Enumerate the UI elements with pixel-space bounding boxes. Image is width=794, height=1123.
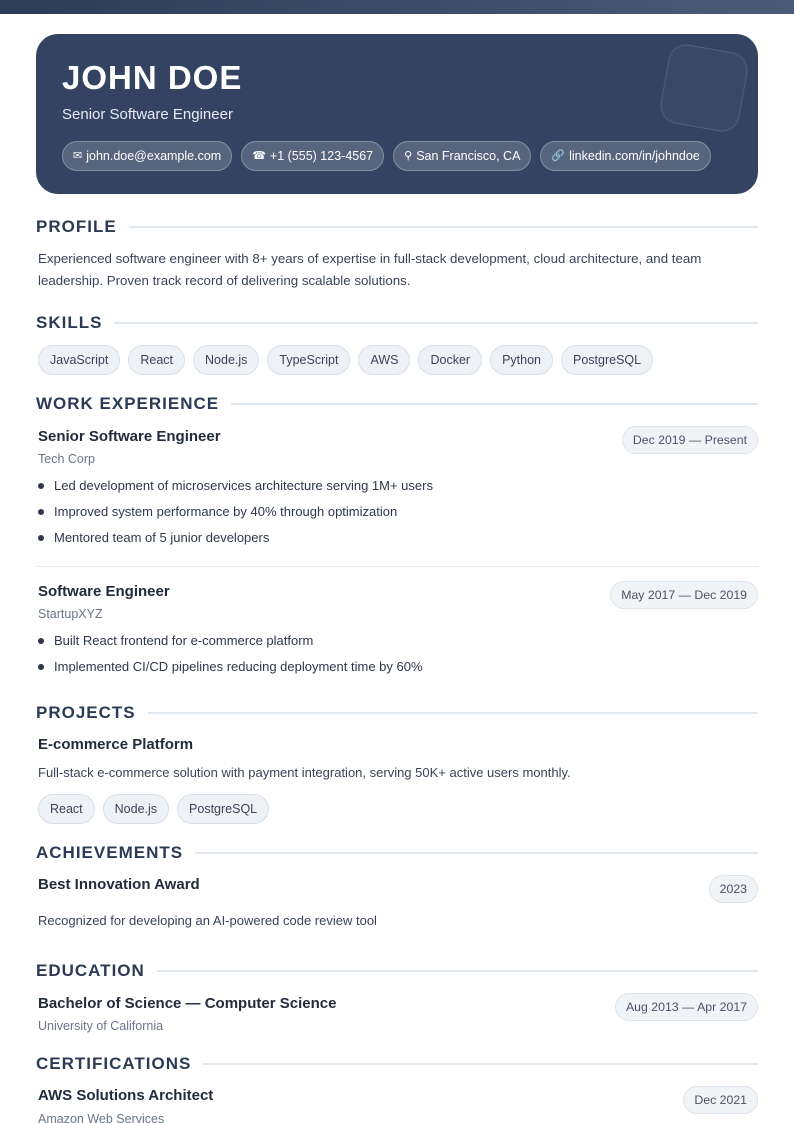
bullet-text: Implemented CI/CD pipelines reducing deployment time by 60% <box>54 659 423 674</box>
bullet-text: Mentored team of 5 junior developers <box>54 530 270 545</box>
contact-phone[interactable] <box>241 141 384 171</box>
decorative-square-icon <box>658 42 751 135</box>
job-bullet <box>38 478 433 494</box>
skill-tag: JavaScript <box>38 345 120 375</box>
job-bullet <box>38 530 269 546</box>
project-name: E-commerce Platform <box>38 736 194 753</box>
bullet-dot-icon <box>38 509 44 515</box>
tech-tag: PostgreSQL <box>177 794 269 824</box>
phone-icon: ☎ <box>252 149 266 162</box>
candidate-title: Senior Software Engineer <box>62 106 233 123</box>
tech-tag: Node.js <box>103 794 169 824</box>
education-heading: EDUCATION <box>36 961 145 980</box>
school-name: University of California <box>38 1019 164 1033</box>
section-heading <box>36 217 758 237</box>
bullet-dot-icon <box>38 535 44 541</box>
job-bullet <box>38 504 397 520</box>
tech-tag: React <box>38 794 95 824</box>
projects-heading: PROJECTS <box>36 703 136 722</box>
bullet-dot-icon <box>38 664 44 670</box>
job-company: StartupXYZ <box>38 607 103 621</box>
job-title: Senior Software Engineer <box>38 428 221 445</box>
education-section <box>36 961 758 1036</box>
resume-header <box>36 34 758 194</box>
heading-rule <box>203 1063 758 1065</box>
section-heading <box>36 843 758 863</box>
heading-rule <box>195 852 758 854</box>
contact-linkedin[interactable] <box>540 141 710 171</box>
section-heading <box>36 961 758 981</box>
contact-linkedin-text: linkedin.com/in/johndoe <box>569 149 700 163</box>
profile-text: Experienced software engineer with 8+ years of expertise in full-stack development, cloud architecture, and team leadership. Proven track record of delivering scalable solutions. <box>38 251 702 288</box>
heading-rule <box>129 226 758 228</box>
achievement-title: Best Innovation Award <box>38 876 200 893</box>
contact-email-text: john.doe@example.com <box>86 149 222 163</box>
job-title: Software Engineer <box>38 583 170 600</box>
education-dates: Aug 2013 — Apr 2017 <box>615 993 758 1021</box>
skill-tag: TypeScript <box>267 345 350 375</box>
contact-phone-text: +1 (555) 123-4567 <box>269 149 374 163</box>
certifications-heading: CERTIFICATIONS <box>36 1054 192 1073</box>
bullet-dot-icon <box>38 638 44 644</box>
bullet-text: Improved system performance by 40% through optimization <box>54 504 398 519</box>
job-divider <box>36 566 758 567</box>
heading-rule <box>114 322 758 324</box>
projects-section <box>36 703 758 828</box>
contact-email[interactable] <box>62 141 232 171</box>
bullet-text: Led development of microservices architecture serving 1M+ users <box>54 478 433 493</box>
experience-section <box>36 394 758 684</box>
heading-rule <box>157 970 758 972</box>
project-tech-list <box>38 794 269 824</box>
achievements-section <box>36 843 758 938</box>
bullet-text: Built React frontend for e-commerce platform <box>54 633 314 648</box>
achievement-year: 2023 <box>709 875 758 903</box>
certification-name: AWS Solutions Architect <box>38 1087 214 1104</box>
section-heading <box>36 313 758 333</box>
contact-location-text: San Francisco, CA <box>416 149 521 163</box>
skill-tag: Python <box>490 345 553 375</box>
skills-heading: SKILLS <box>36 313 103 332</box>
skill-tag: PostgreSQL <box>561 345 653 375</box>
bullet-dot-icon <box>38 483 44 489</box>
contact-location <box>393 141 531 171</box>
skill-tag: Docker <box>418 345 482 375</box>
skills-section <box>36 313 758 378</box>
job-company: Tech Corp <box>38 452 95 466</box>
achievement-description: Recognized for developing an AI-powered code review tool <box>38 913 377 928</box>
achievements-heading: ACHIEVEMENTS <box>36 843 184 862</box>
skill-tag: Node.js <box>193 345 259 375</box>
section-heading <box>36 703 758 723</box>
link-icon: 🔗 <box>551 149 566 162</box>
skills-tag-list <box>38 345 653 375</box>
project-description: Full-stack e-commerce solution with payment integration, serving 50K+ active users monthly. <box>38 765 571 780</box>
certification-date: Dec 2021 <box>683 1086 758 1114</box>
job-dates: Dec 2019 — Present <box>622 426 758 454</box>
profile-heading: PROFILE <box>36 217 117 236</box>
envelope-icon: ✉ <box>73 149 83 162</box>
certifications-section <box>36 1054 758 1123</box>
top-accent-bar <box>0 0 794 14</box>
heading-rule <box>231 403 758 405</box>
contact-list <box>62 141 711 171</box>
profile-section <box>36 217 758 297</box>
degree-title: Bachelor of Science — Computer Science <box>38 995 337 1012</box>
skill-tag: AWS <box>358 345 410 375</box>
skill-tag: React <box>128 345 185 375</box>
job-bullet <box>38 633 313 649</box>
certification-issuer: Amazon Web Services <box>38 1112 165 1123</box>
section-heading <box>36 1054 758 1074</box>
job-dates: May 2017 — Dec 2019 <box>610 581 758 609</box>
location-pin-icon: ⚲ <box>404 149 413 162</box>
section-heading <box>36 394 758 414</box>
heading-rule <box>148 712 758 714</box>
experience-heading: WORK EXPERIENCE <box>36 394 220 413</box>
job-bullet <box>38 659 423 675</box>
candidate-name: JOHN DOE <box>62 59 243 96</box>
